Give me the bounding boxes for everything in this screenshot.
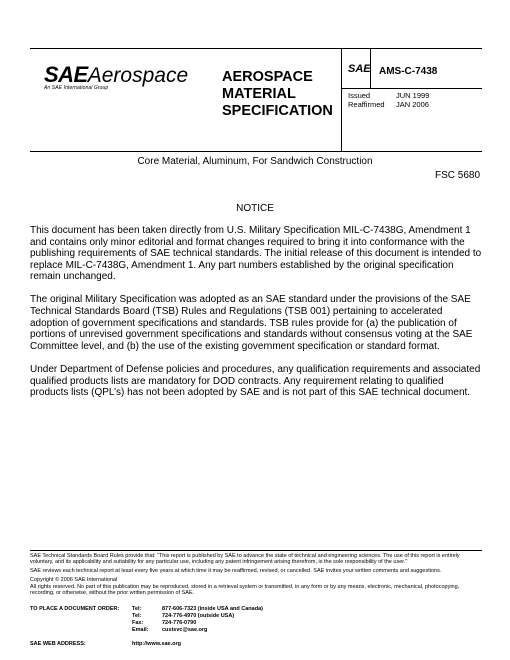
notice-paragraph: This document has been taken directly from U.S. Military Specification MIL-C-7438G, Amendment 1 and contains only minor editorial and format changes required to bring it into conformance with the publishing requirements of SAE technical standards. The initial release of this document is intended to replace MIL-C-7438G, Amendment 1. Any part numbers established by the original specification remain unchanged. (30, 225, 482, 283)
web-label: SAE WEB ADDRESS: (30, 641, 86, 647)
document-number: AMS-C-7438 (379, 66, 438, 77)
notice-paragraph: Under Department of Defense policies and procedures, any qualification requirements and associated qualified products lists are mandatory for DOD contracts. Any requirement relating to qualified products lists (QPL’s) has not been adopted by SAE and is not part of this SAE technical document. (30, 363, 481, 399)
document-title: Core Material, Aluminum, For Sandwich Construction (137, 156, 373, 167)
notice-body (30, 225, 482, 410)
footer-legal (30, 553, 482, 599)
date-block (348, 91, 429, 109)
notice-heading: NOTICE (236, 203, 274, 214)
issued-label: Issued (348, 91, 371, 100)
email-address: custsvc@sae.org (162, 627, 208, 633)
order-label: TO PLACE A DOCUMENT ORDER: (30, 606, 120, 612)
spec-title: AEROSPACE MATERIAL SPECIFICATION (222, 69, 333, 119)
review-text: SAE reviews each technical report at least every five years at which time it may be reaffirmed, revised, or cancelled. SAE invites your written comments and suggestions. (30, 568, 442, 575)
fsc-code: FSC 5680 (435, 170, 481, 181)
header-box (30, 48, 482, 152)
order-contact-block (30, 606, 263, 634)
tel-label: Tel: (132, 613, 142, 619)
tel-label: Tel: (132, 606, 142, 612)
reaffirmed-label: Reaffirmed (348, 100, 385, 109)
footer-divider (30, 550, 482, 551)
web-address-row (30, 641, 181, 647)
reaffirmed-date: JAN 2006 (396, 100, 429, 109)
copyright-text: Copyright © 2006 SAE International (30, 577, 118, 584)
tel-number: 724-776-4970 (outside USA) (162, 613, 235, 619)
fax-label: Fax: (132, 620, 144, 626)
logo-sae-text: SAE (44, 62, 88, 87)
notice-paragraph: The original Military Specification was adopted as an SAE standard under the provisions of the SAE Technical Standards Board (TSB) Rules and Regulations (TSB 001) pertaining to accelerated adoption of government specifications and standards. TSB rules provide for (a) the publication of portions of unrevised government specifications and standards without consensus voting at the SAE Committee level, and (b) the use of the existing government specification or standard format. (30, 294, 473, 352)
header-divider (341, 88, 482, 89)
sae-mark: SAE (348, 63, 371, 75)
web-link[interactable]: http://www.sae.org (132, 641, 181, 647)
tsb-rules-text: SAE Technical Standards Board Rules provide that: “This report is published by SAE to advance the state of technical and engineering sciences. The use of this report is entirely voluntary, and its applicability and suitability for any particular use, including any patent infringement arising therefrom, is the sole responsibility of the user.” (30, 553, 460, 566)
email-label: Email: (132, 627, 149, 633)
issued-date: JUN 1999 (396, 91, 430, 100)
sae-aerospace-logo (44, 62, 188, 91)
logo-subtitle: An SAE International Group (44, 85, 109, 91)
logo-aerospace-text: Aerospace (87, 64, 189, 87)
rights-text: All rights reserved. No part of this publication may be reproduced, stored in a retrieval system or transmitted, in any form or by any means, electronic, mechanical, photocopying, recording, or otherwise, without the prior written permission of SAE. (30, 583, 460, 597)
tel-number: 877-606-7323 (inside USA and Canada) (162, 606, 263, 612)
fax-number: 724-776-0790 (162, 620, 197, 626)
